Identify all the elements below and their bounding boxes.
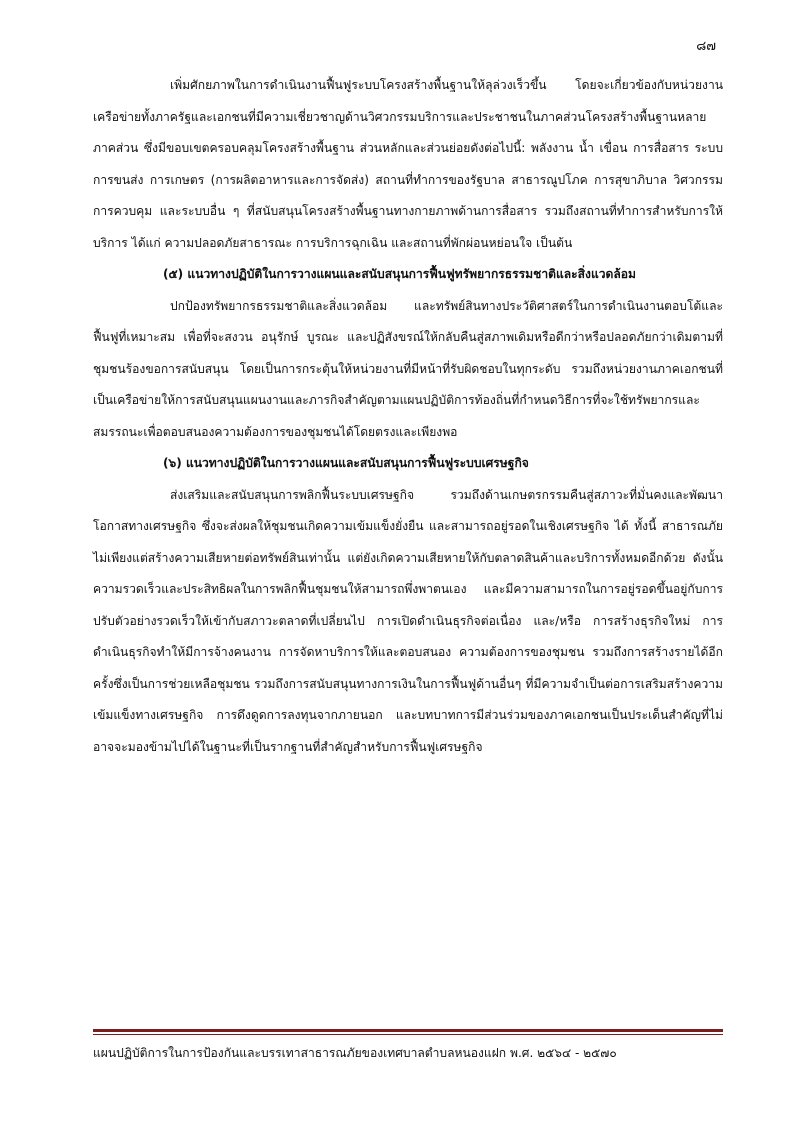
section-5-paragraph: ปกป้องทรัพยากรธรรมชาติและสิ่งแวดล้อม และทรัพย์สินทางประวัติศาสตร์ในการดำเนินงานตอบโต้และฟื้นฟูที่เหมาะสม เพื่อที่จะสงวน อนุรักษ์ บูรณะ และปฏิสังขรณ์ให้กลับคืนสู่สภาพเดิมหรือดีกว่าหรือปลอดภัยกว่าเดิมตามที่ชุมชนร้องขอการสนับสนุน โดยเป็นการกระตุ้นให้หน่วยงานที่มีหน้าที่รับผิดชอบในทุกระดับ รวมถึงหน่วยงานภาคเอกชนที่เป็นเครือข่ายให้การสนับสนุนแผนงานและภารกิจสำคัญตามแผนปฏิบัติการท้องถิ่นที่กำหนดวิธีการที่จะใช้ทรัพยากรและสมรรถนะเพื่อตอบสนองความต้องการของชุมชนได้โดยตรงและเพียงพอ bbox=[93, 298, 723, 439]
section-6-paragraph: ส่งเสริมและสนับสนุนการพลิกฟื้นระบบเศรษฐกิจ รวมถึงด้านเกษตรกรรมคืนสู่สภาวะที่มั่นคงและพัฒนาโอกาสทางเศรษฐกิจ ซึ่งจะส่งผลให้ชุมชนเกิดความเข้มแข็งยั่งยืน และสามารถอยู่รอดในเชิงเศรษฐกิจ ได้ ทั้งนี้ สาธารณภัยไม่เพียงแต่สร้างความเสียหายต่อทรัพย์สินเท่านั้น แต่ยังเกิดความเสียหายให้กับตลาดสินค้าและบริการทั้งหมดอีกด้วย ดังนั้น ความรวดเร็วและประสิทธิผลในการพลิกฟื้นชุมชนให้สามารถพึ่งพาตนเอง และมีความสามารถในการอยู่รอดขึ้นอยู่กับการปรับตัวอย่างรวดเร็วให้เข้ากับสภาวะตลาดที่เปลี่ยนไป การเปิดดำเนินธุรกิจต่อเนื่อง และ/หรือ การสร้างธุรกิจใหม่ การดำเนินธุรกิจทำให้มีการจ้างคนงาน การจัดหาบริการให้และตอบสนอง ความต้องการของชุมชน รวมถึงการสร้างรายได้อีกครั้งซึ่งเป็นการช่วยเหลือชุมชน รวมถึงการสนับสนุนทางการเงินในการฟื้นฟูด้านอื่นๆ ที่มีความจำเป็นต่อการเสริมสร้างความเข้มแข็งทางเศรษฐกิจ การดึงดูดการลงทุนจากภายนอก และบทบาทการมีส่วนร่วมของภาคเอกชนเป็นประเด็นสำคัญที่ไม่อาจจะมองข้ามไปได้ในฐานะที่เป็นรากฐานที่สำคัญสำหรับการฟื้นฟูเศรษฐกิจ bbox=[93, 487, 723, 754]
document-body bbox=[93, 70, 723, 763]
intro-paragraph: เพิ่มศักยภาพในการดำเนินงานฟื้นฟูระบบโครงสร้างพื้นฐานให้ลุล่วงเร็วขึ้น โดยจะเกี่ยวข้องกับหน่วยงานเครือข่ายทั้งภาครัฐและเอกชนที่มีความเชี่ยวชาญด้านวิศวกรรมบริการและประชาชนในภาคส่วนโครงสร้างพื้นฐานหลายภาคส่วน ซึ่งมีขอบเขตครอบคลุมโครงสร้างพื้นฐาน ส่วนหลักและส่วนย่อยดังต่อไปนี้: พลังงาน น้ำ เขื่อน การสื่อสาร ระบบการขนส่ง การเกษตร (การผลิตอาหารและการจัดส่ง) สถานที่ทำการของรัฐบาล สาธารณูปโภค การสุขาภิบาล วิศวกรรม การควบคุม และระบบอื่น ๆ ที่สนับสนุนโครงสร้างพื้นฐานทางกายภาพด้านการสื่อสาร รวมถึงสถานที่ทำการสำหรับการให้บริการ ได้แก่ ความปลอดภัยสาธารณะ การบริการฉุกเฉิน และสถานที่พักผ่อนหย่อนใจ เป็นต้น bbox=[93, 78, 723, 250]
section-6-heading: (๖) แนวทางปฏิบัติในการวางแผนและสนับสนุนการฟื้นฟูระบบเศรษฐกิจ bbox=[163, 456, 529, 470]
section-5-heading: (๕) แนวทางปฏิบัติในการวางแผนและสนับสนุนการฟื้นฟูทรัพยากรธรรมชาติและสิ่งแวดล้อม bbox=[163, 267, 637, 281]
footer-rule-thin bbox=[93, 1034, 723, 1035]
page-number: ๘๗ bbox=[696, 39, 716, 54]
footer-text: แผนปฏิบัติการในการป้องกันและบรรเทาสาธารณภัยของเทศบาลตำบลหนองแฝก พ.ศ. ๒๕๖๔ - ๒๕๗๐ bbox=[93, 1046, 617, 1060]
footer-rule-thick bbox=[93, 1029, 723, 1032]
